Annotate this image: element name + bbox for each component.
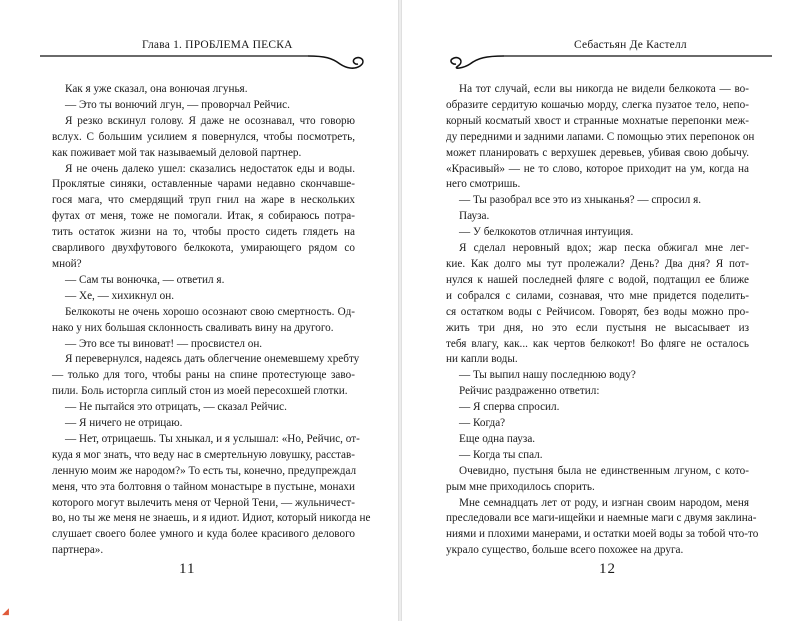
text-line: Белкокоты не очень хорошо осознают свою смертность. Од- bbox=[65, 305, 355, 318]
text-line: рым мне приходилось спорить. bbox=[446, 480, 595, 493]
text-line: жить три дня, но это если пустыня не высасывает из bbox=[446, 321, 749, 334]
ornamental-rule bbox=[40, 52, 370, 74]
text-line: корный косматый хвост и странные мохнатые перепонки меж- bbox=[446, 114, 749, 127]
text-line: — Я сперва спросил. bbox=[459, 401, 560, 414]
text-line: — Хе, — хихикнул он. bbox=[65, 289, 175, 302]
text-line: — У белкокотов отличная интуиция. bbox=[459, 226, 634, 239]
text-line: нако у них большая склонность сваливать вину на другого. bbox=[52, 321, 334, 334]
text-line: ленную моим же народом?» То есть ты, конечно, предупреждал bbox=[52, 464, 357, 477]
text-line: него смотришь. bbox=[446, 178, 521, 191]
text-line: кие. Как долго мы тут пролежали? День? Два дня? Я пот- bbox=[446, 257, 749, 270]
text-line: куда я мог знать, что веду нас в смертельную ловушку, расстав- bbox=[52, 448, 355, 461]
text-line: — Это все ты виноват! — просвистел он. bbox=[65, 337, 263, 350]
text-line: Я не очень далеко ушел: сказались недостаток еды и воды. bbox=[65, 162, 355, 175]
text-line: слушает своего более умного и куда более красивого делового bbox=[52, 528, 355, 541]
text-line: партнера». bbox=[52, 544, 104, 557]
text-line: образите сердитую кошачью морду, слегка пузатое тело, непо- bbox=[446, 98, 749, 111]
text-line: — Это ты вонючий лгун, — проворчал Рейчис. bbox=[65, 98, 290, 111]
text-line: нулся к нашей последней фляге с водой, подтащил ее ближе bbox=[446, 273, 749, 286]
text-line: футах от меня, тоже не помогали. Итак, я собираюсь потра- bbox=[52, 210, 355, 223]
page-body bbox=[446, 82, 759, 559]
running-header: Глава 1. ПРОБЛЕМА ПЕСКА bbox=[142, 39, 293, 51]
text-line: преследовали все маги-ищейки и наемные маги с двумя заклина- bbox=[446, 512, 757, 525]
text-line: — Когда ты спал. bbox=[459, 448, 543, 461]
text-line: которого могут вылечить меня от Черной Тени, — жульничест- bbox=[52, 496, 355, 509]
text-line: Очевидно, пустыня была не единственным лгуном, с кото- bbox=[459, 464, 749, 477]
text-line: «Красивый» — не то слово, которое приходит на ум, когда на bbox=[446, 162, 749, 175]
text-line: Мне семнадцать лет от роду, и изгнан своим народом, меня bbox=[459, 496, 749, 509]
text-line: Еще одна пауза. bbox=[459, 432, 536, 445]
text-line: тить остаток жизни на то, чтобы просто сидеть глядеть на bbox=[52, 226, 355, 239]
right-page bbox=[402, 0, 800, 621]
text-line: На тот случай, если вы никогда не видели белкокота — во- bbox=[459, 83, 749, 95]
text-line: — Сам ты вонючка, — ответил я. bbox=[65, 273, 225, 286]
text-line: Я перевернулся, надеясь дать облегчение онемевшему хребту bbox=[65, 353, 360, 366]
text-line: ду передними и задними лапами. С помощью этих перепонок он bbox=[446, 130, 755, 143]
corner-mark-icon: ◢ bbox=[2, 606, 9, 616]
page-body bbox=[52, 82, 371, 559]
text-line: меня, что эта болтовня о тайном монастыре в пустыне, монахи bbox=[52, 480, 355, 493]
page-number: 12 bbox=[599, 561, 616, 577]
text-line: ся остатком воды с Рейчисом. Говорят, без воды можно про- bbox=[446, 305, 749, 318]
text-line: сварливого двухфутового белкокота, умирающего рядом со bbox=[52, 242, 355, 255]
text-line: — Ты выпил нашу последнюю воду? bbox=[459, 369, 636, 382]
text-line: Рейчис раздраженно ответил: bbox=[459, 385, 600, 398]
text-line: украло существо, больше всего похожее на друга. bbox=[446, 544, 684, 557]
text-line: как поживает мой так называемый деловой партнер. bbox=[52, 146, 302, 159]
text-line: Пауза. bbox=[459, 210, 490, 223]
text-line: пили. Боль исторгла сиплый стон из моей пересохшей глотки. bbox=[52, 385, 348, 398]
text-line: тебя влагу, как... как чертов белкокот! Во фляге не осталось bbox=[446, 337, 749, 350]
text-line: — Когда? bbox=[459, 417, 506, 430]
text-line: вслух. С большим усилием я повернулся, чтобы посмотреть, bbox=[52, 130, 355, 143]
text-line: ниями и плохими манерами, и остатки моей воды за тобой что-то bbox=[446, 528, 759, 541]
text-line: Я резко вскинул голову. Я даже не осознавал, что говорю bbox=[65, 114, 355, 127]
text-line: гося мага, что смердящий труп гнил на жаре в нескольких bbox=[52, 194, 355, 207]
text-line: мной? bbox=[52, 257, 82, 270]
page-number: 11 bbox=[179, 561, 196, 577]
text-line: Я сделал неровный вдох; жар песка обжигал мне лег- bbox=[459, 242, 749, 255]
text-line: Проклятые синяки, оставленные чарами недавно скончавше- bbox=[52, 178, 355, 191]
text-line: во, но ты же меня не знаешь, и я идиот. Идиот, который никогда не bbox=[52, 512, 371, 525]
left-page bbox=[0, 0, 398, 621]
running-header: Себастьян Де Кастелл bbox=[574, 39, 687, 51]
text-line: — Не пытайся это отрицать, — сказал Рейчис. bbox=[65, 401, 287, 414]
text-line: Как я уже сказал, она вонючая лгунья. bbox=[65, 83, 248, 95]
text-line: — Я ничего не отрицаю. bbox=[65, 417, 183, 430]
text-line: — Ты разобрал все это из хныканья? — спросил я. bbox=[459, 194, 702, 207]
text-line: может планировать с верхушек деревьев, убивая свою добычу. bbox=[446, 146, 749, 159]
text-line: и собрался с силами, сознавая, что мне придется поделить- bbox=[446, 289, 749, 302]
ornamental-rule bbox=[442, 52, 772, 74]
text-line: — только для того, чтобы раны на спине протестующе завo- bbox=[52, 369, 355, 382]
text-line: ни капли воды. bbox=[446, 353, 518, 366]
text-line: — Нет, отрицаешь. Ты хныкал, и я услышал: «Но, Рейчис, от- bbox=[65, 432, 360, 445]
